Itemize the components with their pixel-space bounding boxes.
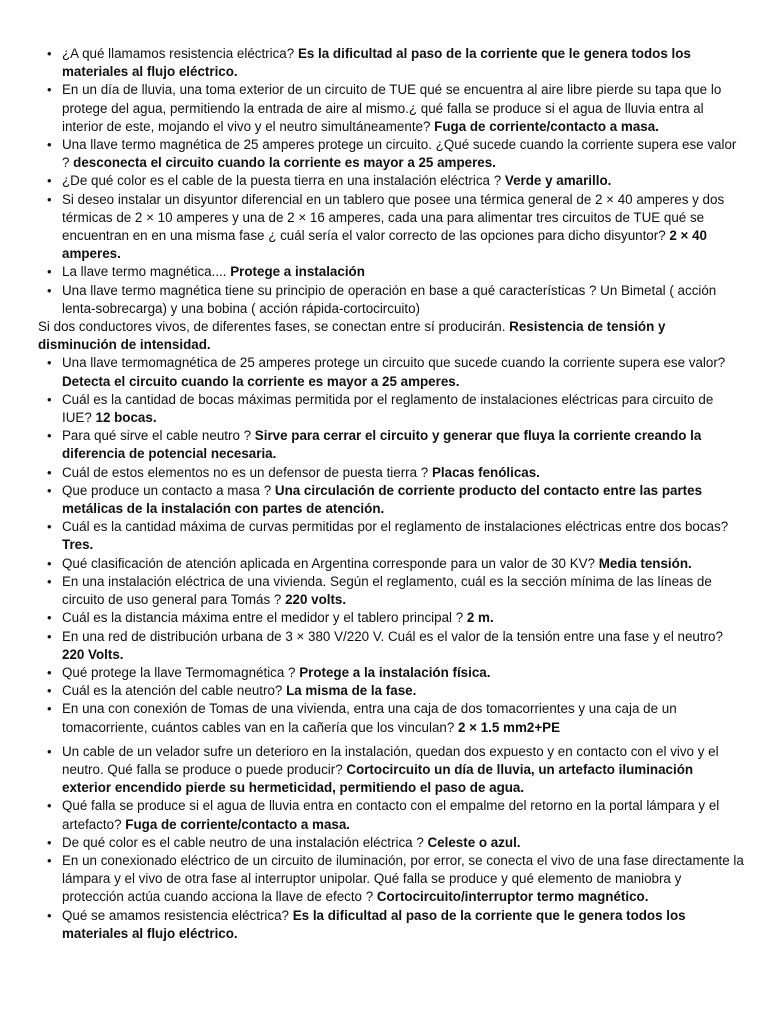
answer-text: Protege a instalación bbox=[230, 264, 365, 280]
question-text: Cuál es la cantidad máxima de curvas permitidas por el reglamento de instalaciones eléctricas entre dos bocas? bbox=[62, 519, 729, 535]
question-text: Qué protege la llave Termomagnética ? bbox=[62, 664, 300, 680]
answer-text: Cortocircuito un día de lluvia, un artefacto iluminación exterior encendido pierde su hermeticidad, permitiendo el paso de agua. bbox=[62, 761, 694, 796]
question-list-2 bbox=[38, 354, 744, 736]
answer-text: 2 × 40 amperes. bbox=[62, 228, 707, 262]
question-text: Una llave termo magnética de 25 amperes protege un circuito. ¿Qué sucede cuando la corriente supera ese valor ? bbox=[62, 137, 737, 171]
list-item bbox=[62, 609, 744, 627]
question-text: Si deseo instalar un disyuntor diferencial en un tablero que posee una térmica general de 2 × 40 amperes y dos térmicas de 2 × 10 amperes y una de 2 × 16 amperes, cada una para alimentar tres circuitos de TUE qué se encuentran en en una misma fase ¿ cuál sería el valor correcto de las opciones para dicho disyuntor? bbox=[62, 191, 725, 244]
question-text: Cuál es la atención del cable neutro? bbox=[62, 683, 287, 699]
list-item bbox=[62, 172, 744, 190]
question-text: Qué falla se produce si el agua de lluvia entra en contacto con el empalme del retorno en la portal lámpara y el artefacto? bbox=[62, 798, 720, 832]
list-item bbox=[62, 555, 744, 573]
answer-text: 12 bocas. bbox=[95, 410, 157, 426]
answer-text: 2 × 1.5 mm2+PE bbox=[458, 719, 561, 735]
answer-text: Tres. bbox=[62, 537, 94, 553]
question-text: Cuál es la distancia máxima entre el medidor y el tablero principal ? bbox=[62, 610, 467, 626]
list-item bbox=[62, 797, 744, 833]
answer-text: Celeste o azul. bbox=[427, 834, 521, 850]
answer-text: Sirve para cerrar el circuito y generar que fluya la corriente creando la diferencia de potencial necesaria. bbox=[62, 428, 702, 462]
question-text: Un cable de un velador sufre un deterioro en la instalación, quedan dos expuesto y en contacto con el vivo y el neutro. Qué falla se produce o puede producir? bbox=[62, 743, 719, 777]
question-text: En un día de lluvia, una toma exterior de un circuito de TUE qué se encuentra al aire libre pierde su tapa que lo protege del agua, permitiendo la entrada de aire al mismo.¿ qué falla se produce si el agua de lluvia entra al interior de este, mojando el vivo y el neutro simultáneamente? bbox=[62, 82, 722, 134]
question-text: En una red de distribución urbana de 3 × 380 V/220 V. Cuál es el valor de la tensión entre una fase y el neutro? bbox=[62, 628, 723, 644]
question-list-1 bbox=[38, 45, 744, 318]
question-text: De qué color es el cable neutro de una instalación eléctrica ? bbox=[62, 834, 428, 850]
question-text: Que produce un contacto a masa ? bbox=[62, 482, 275, 498]
question-text: En una instalación eléctrica de una vivienda. Según el reglamento, cuál es la sección mínima de las líneas de circuito de uso general para Tomás ? bbox=[62, 573, 712, 608]
list-item bbox=[62, 907, 744, 943]
answer-text: Protege a la instalación física. bbox=[299, 664, 491, 680]
list-item bbox=[62, 482, 744, 518]
list-item bbox=[62, 852, 744, 907]
question-text: Para qué sirve el cable neutro ? bbox=[62, 428, 255, 444]
question-text: ¿A qué llamamos resistencia eléctrica? bbox=[62, 46, 298, 61]
answer-text: Es la dificultad al paso de la corriente que le genera todos los materiales al flujo eléctrico. bbox=[62, 46, 691, 80]
list-item bbox=[62, 682, 744, 700]
question-text: Cuál es la cantidad de bocas máximas permitida por el reglamento de instalaciones eléctricas para circuito de IUE? bbox=[62, 391, 714, 426]
answer-text: Resistencia de tensión y disminución de intensidad. bbox=[38, 319, 666, 353]
list-item bbox=[62, 263, 744, 281]
question-list-3 bbox=[38, 743, 744, 943]
list-item bbox=[62, 700, 744, 736]
question-text: En un conexionado eléctrico de un circuito de iluminación, por error, se conecta el vivo de una fase directamente la lámpara y el vivo de otra fase al interruptor unipolar. Qué falla se produce y qué elemento de maniobra y protección actúa cuando acciona la llave de efecto ? bbox=[62, 852, 744, 905]
answer-text: 220 Volts. bbox=[62, 646, 124, 662]
list-item bbox=[62, 391, 744, 427]
answer-text: Fuga de corriente/contacto a masa. bbox=[125, 816, 351, 832]
question-text: ¿De qué color es el cable de la puesta tierra en una instalación eléctrica ? bbox=[62, 173, 505, 189]
list-item bbox=[62, 518, 744, 554]
list-item bbox=[62, 427, 744, 463]
question-text: En una con conexión de Tomas de una vivienda, entra una caja de dos tomacorrientes y una caja de un tomacorriente, cuántos cables van en la cañería que los vinculan? bbox=[62, 701, 677, 735]
list-item bbox=[62, 573, 744, 609]
list-item bbox=[62, 743, 744, 798]
question-text: Cuál de estos elementos no es un defensor de puesta tierra ? bbox=[62, 464, 432, 480]
list-item bbox=[62, 191, 744, 264]
list-item bbox=[62, 136, 744, 172]
answer-text: Es la dificultad al paso de la corriente que le genera todos los materiales al flujo eléctrico. bbox=[62, 907, 686, 941]
question-text: Una llave termo magnética tiene su principio de operación en base a qué características ? Un Bimetal ( acción lenta-sobrecarga) y una bobina ( acción rápida-cortocircuito) bbox=[62, 282, 717, 316]
answer-text: Verde y amarillo. bbox=[504, 173, 612, 189]
question-text: Qué clasificación de atención aplicada en Argentina corresponde para un valor de 30 KV? bbox=[62, 555, 599, 571]
answer-text: Media tensión. bbox=[598, 555, 692, 571]
answer-text: Detecta el circuito cuando la corriente es mayor a 25 amperes. bbox=[62, 373, 460, 389]
answer-text: 220 volts. bbox=[285, 592, 347, 608]
question-text: Una llave termomagnética de 25 amperes protege un circuito que sucede cuando la corriente supera ese valor? bbox=[62, 355, 726, 371]
answer-text: Una circulación de corriente producto del contacto entre las partes metálicas de la instalación con partes de atención. bbox=[62, 482, 703, 517]
list-item bbox=[62, 45, 744, 81]
answer-text: Fuga de corriente/contacto a masa. bbox=[434, 118, 659, 134]
answer-text: 2 m. bbox=[466, 610, 494, 626]
list-item bbox=[62, 282, 744, 318]
question-text: Si dos conductores vivos, de diferentes fases, se conectan entre sí producirán. bbox=[38, 319, 510, 335]
list-item bbox=[62, 834, 744, 852]
paragraph bbox=[38, 318, 744, 354]
answer-text: desconecta el circuito cuando la corriente es mayor a 25 amperes. bbox=[73, 155, 496, 171]
list-item bbox=[62, 81, 744, 136]
list-item bbox=[62, 664, 744, 682]
list-item bbox=[62, 464, 744, 482]
answer-text: Placas fenólicas. bbox=[431, 464, 540, 480]
question-text: La llave termo magnética.... bbox=[62, 264, 231, 280]
answer-text: Cortocircuito/interruptor termo magnético. bbox=[376, 889, 649, 905]
list-item bbox=[62, 354, 744, 390]
list-item bbox=[62, 628, 744, 664]
question-text: Qué se amamos resistencia eléctrica? bbox=[62, 907, 293, 923]
answer-text: La misma de la fase. bbox=[286, 683, 417, 699]
